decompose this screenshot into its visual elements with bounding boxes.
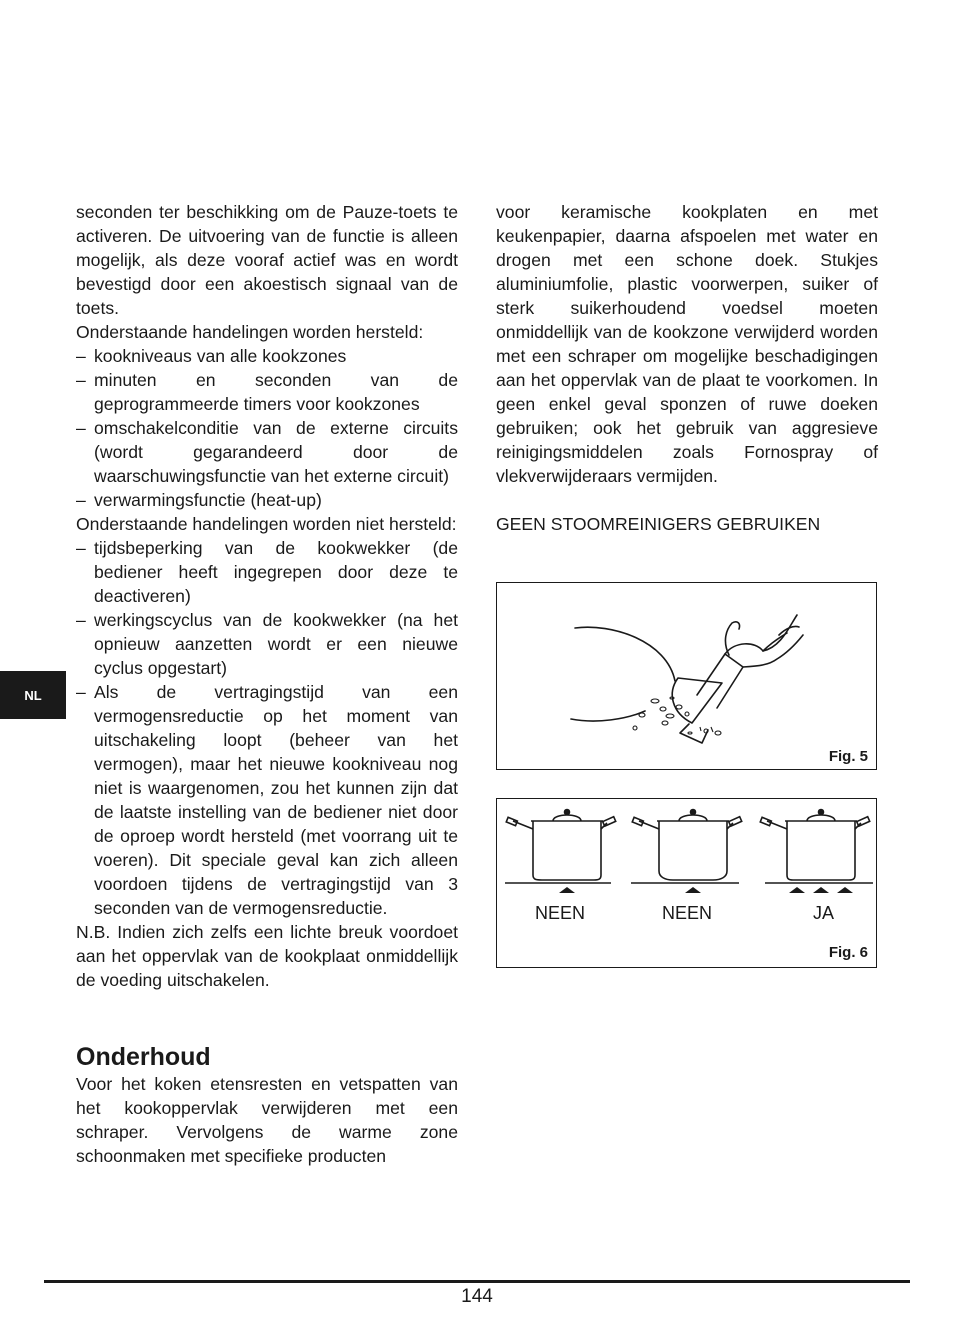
- not-restored-intro: Onderstaande handelingen worden niet hersteld:: [76, 514, 457, 534]
- maintenance-paragraph: Voor het koken etensresten en vetspatten van het kookoppervlak verwijderen met een schraper. Vervolgens de warme zone schoonmaken met specifieke producten: [76, 1074, 458, 1166]
- figure-5: [496, 582, 877, 770]
- scraper-illustration: [497, 583, 876, 769]
- list-item: – kookniveaus van alle kookzones: [76, 346, 347, 366]
- list-item: – minuten en seconden van de geprogrammeerde timers voor kookzones: [76, 370, 458, 414]
- steam-warning: GEEN STOOMREINIGERS GEBRUIKEN: [496, 514, 821, 534]
- section-heading: Onderhoud: [76, 1043, 211, 1071]
- pot-label-1: NEEN: [535, 903, 586, 923]
- figure-6-label: Fig. 6: [828, 944, 868, 961]
- right-column: [496, 200, 878, 536]
- list-item: – werkingscyclus van de kookwekker (na het opnieuw aanzetten wordt er een nieuwe cyclus opgestart): [76, 610, 458, 678]
- figure-6: [496, 798, 877, 968]
- pots-illustration: [497, 799, 876, 967]
- intro-paragraph: seconden ter beschikking om de Pauze-toets te activeren. De uitvoering van de functie is alleen mogelijk, als deze vooraf actief was en wordt bevestigd door een akoestisch signaal van de toets.: [76, 202, 458, 318]
- restored-intro: Onderstaande handelingen worden hersteld:: [76, 322, 424, 342]
- pot-label-2: NEEN: [662, 903, 713, 923]
- left-column: [76, 200, 458, 1168]
- list-item: – verwarmingsfunctie (heat-up): [76, 490, 322, 510]
- language-tab-label: NL: [24, 687, 42, 703]
- footer-rule: [44, 1280, 910, 1283]
- note-paragraph: N.B. Indien zich zelfs een lichte breuk voordoet aan het oppervlak van de kookplaat onmiddellijk de voeding uitschakelen.: [76, 922, 458, 990]
- list-item: – omschakelconditie van de externe circuits (wordt gegarandeerd door de waarschuwingsfunctie van het externe circuit): [76, 418, 458, 486]
- page-number: 144: [461, 1286, 493, 1307]
- not-restored-list: [76, 536, 458, 920]
- pot-label-3: JA: [813, 903, 835, 923]
- list-item: – Als de vertragingstijd van een vermogensreductie op het moment van uitschakeling loopt (beheer van het vermogen), maar het nieuwe kookniveau nog niet is waargenomen, zou het kunnen zijn dat de laatste instelling van de bediener niet door de oproep wordt hersteld (met voorrang uit te voeren). Dit speciale geval kan zich alleen voordoen tijdens de vertragingstijd van 3 seconden van de vermogensreductie.: [76, 682, 458, 918]
- language-tab: [0, 671, 66, 719]
- restored-list: [76, 344, 458, 512]
- list-item: – tijdsbeperking van de kookwekker (de bediener heeft ingegrepen door deze te deactiveren): [76, 538, 458, 606]
- cleaning-paragraph: voor keramische kookplaten en met keukenpapier, daarna afspoelen met water en drogen met een schone doek. Stukjes aluminiumfolie, plastic voorwerpen, suiker of sterk suikerhoudend voedsel moeten onmiddellijk van de kookzone verwijderd worden met een schraper om mogelijke beschadigingen aan het oppervlak van de plaat te voorkomen. In geen enkel geval sponzen of ruwe doeken gebruiken; ook het gebruik van aggresieve reinigingsmiddelen zoals Fornospray of vlekverwijderaars vermijden.: [496, 202, 878, 486]
- figure-5-label: Fig. 5: [828, 748, 868, 765]
